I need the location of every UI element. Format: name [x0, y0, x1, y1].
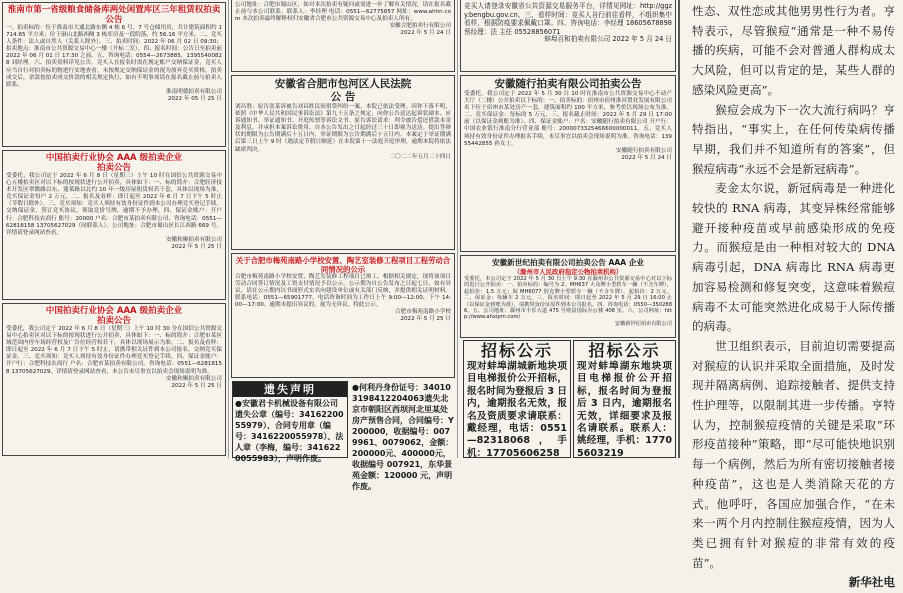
- article-paragraph: 麦金太尔说，新冠病毒是一种进化较快的 RNA 病毒，其变异株经常能够避开接种疫苗或早前感染形成的免疫力。而猴痘是由一种相对较大的 DNA 病毒引起，DNA 病毒比 RNA 病毒更加容易检测和修复突变，这意味着猴痘病毒不太可能突然进化成易于人际传播的病毒。: [692, 181, 895, 334]
- auction-notice-suisui: [460, 75, 676, 252]
- lost-statement-2: ●何利丹身份证号：340103198412204063遗失北京市朝阳区西坝河北里某处房产预售合同，合同编号：Y200000，收据编号：0079961、0079062，金额：200000元、400000元，收据编号 007921，东华景苑金额：120000 元，声明作废。: [352, 383, 454, 491]
- column-classifieds-1: [0, 0, 228, 458]
- auction-notice-aaa-1: [2, 150, 226, 300]
- court-date: 二〇二二年五月二十四日: [389, 153, 451, 160]
- notice-date: 2022 年 5 月 25 日: [171, 382, 222, 389]
- notice-body: 受委托，本公司定于 2022 年 5 月 30 日上午 9:30 在滁州市公共资源交易中心对以下标的进行公开拍卖：一、拍卖标的：编号为 2、MH637 大众牌小型轿车一辆（不含车牌），起拍价：1.5 万元；皖 MH6077 别克牌小型轿车一辆（不含车牌），起拍价：2 万元。二、保证金：每辆车 2 万元。三、报名时间：即日起至 2022 年 5 月 29 日 16:00 止（以保证金到账为准），请携带身份证原件到本公司报名。四、咨询电话：0550—3502886。五、公司地址：滁州市丰乐大道 475 号财富国际办公楼 408 室。六、公司网址：http://www.ahxipm.com/: [464, 276, 672, 321]
- notice-subtitle: 拍卖公告: [96, 163, 131, 173]
- auction-notice-xinshiji: [460, 255, 676, 338]
- notice-body: 竞买人请登录安徽省公共资源交易服务平台，详情见网址：http://ggzy.bengbu.gov.cn。三、看样时间：竞买人自行前往看样，不组织集中看样，根据防疫要求佩戴口罩。四、咨询电话：李经理 18605678898 蔡经理：法 主任 05528856071: [464, 2, 672, 36]
- notice-body: 公司地址：合肥市蜀山区，如对本次拍卖有疑问或需进一步了解有关情况，请在报名截止前与本公司联系。联系人：李经理 电话：0551—62775857 网址：www.ahhn.com 本次拍卖最终解释权归安徽省合肥市公共资源交易中心及拍卖人所有。: [235, 2, 451, 23]
- notice-signature: 安徽合肥拍卖行有限公司: [389, 23, 451, 30]
- labor-contract-notice: [231, 253, 455, 378]
- tender-ad-body: 现对蚌埠湖东地块项目电梯报价公开招标，报名时间为登报后 3 日内，逾期报名无效，详细要求及报名请联系。联系人：姚经理，手机：17705603219: [577, 361, 672, 459]
- notice-body: 受委托，我公司定于 2022 年 6 月 8 日（星期三）上午 10 时 30 分在国信公共资源交易中心拍卖区对以下标的按现状进行公开拍卖，具体如下：一、标的简介：合肥市某区域范围内停车场经营权及广告位经营权若干，具体以现场展示为准。二、报名及看样：即日起至 2022 年 6 月 7 日下午 5 时止，请携带相关证件到本公司报名，交纳竞买保证金。三、竞买须知：竞买人须持有效身份证件办理竞买登记手续。四、保证金账户：开户行：合肥科技农商行 户名：合肥市某拍卖有限公司。咨询电话：0551—62818158 13705627029。详情请登录网站查看，本公告未尽事宜以拍卖会现场说明为准。: [6, 326, 222, 375]
- notice-title: 安徽随行拍卖有限公司拍卖公告: [494, 78, 642, 90]
- lost-title: 遗失声明: [233, 382, 347, 397]
- court-notice: [231, 75, 455, 250]
- court-subtitle: 公 告: [330, 91, 356, 103]
- notice-title: 淮南市第一省级粮食储备库两处闲置库区三年租赁权拍卖公告: [7, 5, 221, 25]
- notice-body: 受委托，我公司定于 2022 年 5 月 30 日 10 时在淮南市公共资源交易中心不动产大厅（二楼）公开拍卖以下标的：一、拍卖标的：宿州市宿州淮河置业发展有限公司名下位于宿州市某处房产一套，建筑面积约 100 平方米，参考价以现场公布为准。二、竞买保证金：每标的 5 万元。三、报名截止时间：2022 年 5 月 29 日 17:00 前（以保证金到账为准）。四、保证金账户：户名：安徽随行拍卖有限公司 开户行：中国农业银行淮南分行营业部 账号：2000073325466600000011。五、竞买人须持有效身份证件办理报名手续，未尽事宜以拍卖会现场说明为准。咨询电话：13955442855 孙女士。: [464, 91, 672, 147]
- article-byline: 新华社电: [848, 575, 895, 590]
- tender-ad-1: [463, 340, 571, 458]
- auction-notice-top: [231, 0, 455, 72]
- court-body: 刘昌胜：原告张某诉被告刘昌胜民间借贷纠纷一案，本院已依法受理。因你下落不明，依照《中华人民共和国民事诉讼法》第九十五条之规定，向你公告送达起诉状副本、应诉通知书、举证通知书、开庭传票等诉讼文书。原告诉讼请求：判令被告偿还借款本金及利息，并承担本案诉讼费用。自本公告发出之日起经过三十日即视为送达。提出答辩状的期限为公告期满后十五日内，举证期限为公告期满后十五日内。本案定于举证期满后第三日上午 9 时（遇法定节假日顺延）在本院第十一法庭开庭审理，逾期本院将依法缺席判决。: [235, 104, 451, 153]
- lost-body: ●安徽君卡机械设备有限公司遗失公章（编号：3416220055979）、合同专用章（编号：3416220055978）、法人章（李梅，编号：3416220055983），声明作废。: [235, 399, 344, 463]
- court-title: 安徽省合肥市包河区人民法院: [274, 78, 412, 90]
- lost-statement: [232, 381, 348, 463]
- notice-date: 2022 年 5 月 25 日: [171, 243, 222, 250]
- news-article: [678, 0, 903, 590]
- notice-body: 合肥市梅苑南路小学校安置、陶艺室装修工程项目已竣工，根据相关规定，现将该项目劳动合同签订情况及工资支付情况予以公示。公示期为自公告发布之日起七日，如有异议，请在公示期内以书面形式实名向建设单位或有关部门反映，并提供相关证明材料。联系电话：0551—65901777，电话咨询时间为工作日上午 9:00—12:00，下午 14:00—17:00。逾期未提出异议的，视为无异议。特此公示。: [235, 274, 451, 309]
- notice-signature: 安徽随行拍卖有限公司: [616, 147, 672, 154]
- notice-signature: 安徽和顺拍卖有限公司: [166, 236, 222, 243]
- auction-notice-aaa-2: [2, 303, 226, 456]
- tender-ad-body: 现对蚌埠湖城新地块项目电梯报价公开招标，报名时间为登报后 3 日内，逾期报名无效，报名及资质要求请联系：戴经理，电话：0551—82318068，手机：17705606258: [467, 361, 567, 459]
- notice-signature: 安徽和顺拍卖有限公司: [166, 375, 222, 382]
- auction-notice-bengbu: [460, 0, 676, 72]
- notice-signature: 蚌埠百和拍卖有限公司 2022 年 5 月 24 日: [544, 35, 672, 44]
- auction-notice-huainan: [2, 2, 226, 147]
- article-paragraph: 性态、双性恋或其他男男性行为者。亨特表示，尽管猴痘“通常是一种不易传播的疾病，可能不会对普通人群构成太大风险，但可以肯定的是，某些人群的感染风险更高”。: [692, 4, 895, 97]
- notice-signature: 合肥市梅苑南路小学校: [395, 309, 451, 316]
- notice-date: 2022 年 5 月 25 日: [400, 316, 451, 323]
- notice-subtitle: （滁州市人民政府指定公物拍卖机构）: [513, 268, 623, 276]
- notice-body: 受委托，我公司定于 2022 年 6 月 8 日（星期三）上午 10 时在国信公共资源交易中心五楼拍卖区对以下标的按现状进行公开拍卖，具体如下：一、标的简介：合肥经济技术开发区翠微路以东，蓬莱路以北约 10 年一级房屋租赁权若干套，具体以现场为准，竞买保证金每户 2 万元。二、报名及看样：即日起至 2022 年 6 月 7 日下午 5 时止（节假日除外）。三、竞买须知：竞买人须持有效身份证件到本公司办理竞买登记手续，交纳保证金，签订竞买协议，领取竞价号牌，逾期不予办理。四、保证金账户：开户行：合肥科技农商行 账号：20000 户名：合肥市某拍卖有限公司。咨询电话：0551—62818158 13705627029（同联系人）。公司地址：合肥市蜀山区长江西路 669 号。详情请登录网站查看。: [6, 173, 222, 236]
- tender-ad-2: [573, 340, 676, 458]
- notice-signature: 安徽新世纪拍卖有限公司: [614, 320, 672, 327]
- notice-title: 安徽新世纪拍卖有限公司拍卖公告 AAA 企业: [491, 258, 644, 267]
- notice-title: 关于合肥市梅苑南路小学校安置、陶艺室装修工程项目工程劳动合同情况的公示: [235, 256, 451, 274]
- tender-ad-title: 招标公示: [480, 341, 553, 360]
- notice-signature: 淮南明德拍卖有限公司: [166, 88, 222, 95]
- notice-title: 中国拍卖行业协会 AAA 级拍卖企业: [45, 153, 183, 163]
- notice-date: 2022 年 05 月 25 日: [167, 95, 222, 102]
- notice-date: 2022 年 5 月 24 日: [400, 30, 451, 37]
- notice-subtitle: 拍卖公告: [96, 316, 131, 326]
- notice-body: 一、拍卖标的：位于淮南市大通北路东侧 4 栋 6 号、7 号仓储用房，共计建筑面积约 1714.65 平方米；位于洞山北路西侧 3 栋库房及一段院落，约 56.16 平方米。二、竞买人条件：法人或自然人（关系人除外）。三、拍卖时间：2022 年 06 月 02 日 09:30；拍卖地点：淮南市公共资源交易中心一楼（开标二室）。四、报名时间：公告日至拍卖前 2022 年 06 月 01 日 17:30 之前。五、咨询电话：0554—2673885，13955400828 刘经理。六、拍卖资料详见公告。竞买人在报名时需在规定账户交纳保证金，竞买人应当自行对拍卖标的物进行实地查看。未按规定交纳保证金的视为放弃竞买资格，拍卖成交后，余款按拍卖成交价款的相关规定执行，如有不明事项请在报名截止前与拍卖人联系。: [6, 25, 222, 88]
- notice-title: 中国拍卖行业协会 AAA 级拍卖企业: [45, 306, 183, 316]
- article-paragraph: 猴痘会成为下一次大流行病吗？亨特指出，“事实上，在任何传染病传播早期，我们并不知道所有的答案”，但猴痘病毒“永远不会是新冠病毒”。: [692, 102, 895, 176]
- tender-ad-title: 招标公示: [588, 341, 661, 360]
- article-paragraph: 世卫组织表示，目前迫切需要提高对猴痘的认识并采取全面措施，及时发现并隔离病例、追踪接触者、提供支持性护理等，以限制其进一步传播。亨特认为，控制猴痘疫情的关键是采取“环形疫苗接种”策略，即“尽可能快地识别每一个病例，然后为所有密切接触者接种疫苗”，这也是人类消除天花的方式。他呼吁，各国应加强合作，“在未来一两个月内控制住猴痘疫情，因为人类已拥有针对猴痘的非常有效的疫苗”。: [692, 338, 895, 570]
- byline-wrap: [692, 573, 895, 593]
- notice-date: 2022 年 5 月 24 日: [621, 154, 672, 161]
